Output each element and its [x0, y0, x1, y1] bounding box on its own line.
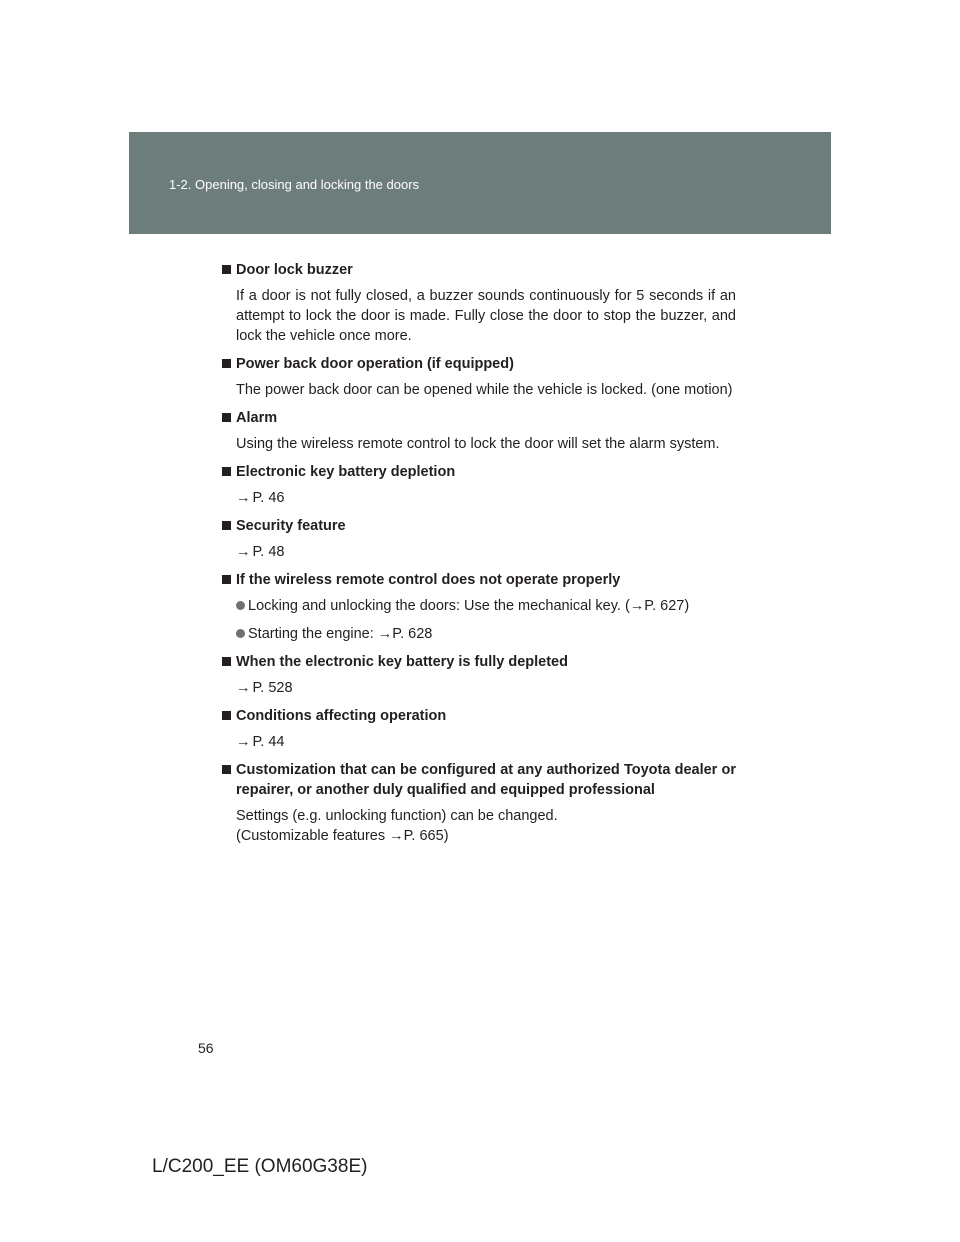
- page-reference[interactable]: P. 628: [392, 626, 433, 642]
- round-bullet-icon: [236, 601, 245, 610]
- item-text: The power back door can be opened while the vehicle is locked. (one motion): [236, 382, 733, 398]
- item-title: Power back door operation (if equipped): [236, 356, 514, 372]
- item-title: When the electronic key battery is fully depleted: [236, 654, 568, 670]
- square-bullet-icon: [222, 575, 231, 584]
- item-conditions-affecting-operation: [206, 706, 736, 752]
- item-title: Alarm: [236, 410, 278, 426]
- page-reference[interactable]: P. 528: [252, 680, 293, 696]
- item-customization: Customization that can be configured at any authorized Toyota dealer or repairer, or another duly qualified and equipped professional Settings (e.g. unlocking function) can be changed. (Customizable features →P. 665): [206, 760, 736, 846]
- chapter-header-band: [129, 132, 831, 234]
- list-item: Starting the engine: →P. 628: [206, 624, 736, 644]
- item-title: Security feature: [236, 518, 346, 534]
- page-reference[interactable]: P. 44: [252, 734, 285, 750]
- square-bullet-icon: [222, 359, 231, 368]
- section-title: 1-2. Opening, closing and locking the doors: [169, 177, 420, 192]
- square-bullet-icon: [222, 765, 231, 774]
- item-alarm: [206, 408, 736, 454]
- item-title: Electronic key battery depletion: [236, 464, 456, 480]
- square-bullet-icon: [222, 711, 231, 720]
- arrow-icon: →: [236, 544, 251, 560]
- square-bullet-icon: [222, 467, 231, 476]
- arrow-icon: →: [236, 734, 251, 750]
- item-key-battery-depletion: [206, 462, 736, 508]
- square-bullet-icon: [222, 657, 231, 666]
- item-remote-not-operating: [206, 570, 736, 644]
- item-text: Using the wireless remote control to lock the door will set the alarm system.: [236, 436, 720, 452]
- item-title: Customization that can be configured at any authorized Toyota dealer or repairer, or another duly qualified and equipped professional: [236, 762, 736, 798]
- arrow-icon: →: [236, 680, 251, 696]
- item-power-back-door: [206, 354, 736, 400]
- page-content: [206, 260, 736, 854]
- item-door-lock-buzzer: [206, 260, 736, 346]
- document-code: L/C200_EE (OM60G38E): [152, 1156, 368, 1177]
- square-bullet-icon: [222, 521, 231, 530]
- item-text: If a door is not fully closed, a buzzer sounds continuously for 5 seconds if an attempt to lock the door is made. Fully close the door to stop the buzzer, and lock the vehicle once more.: [236, 288, 736, 344]
- item-title: Door lock buzzer: [236, 262, 353, 278]
- arrow-icon: →: [377, 626, 393, 642]
- page-reference[interactable]: P. 48: [252, 544, 285, 560]
- list-item: Locking and unlocking the doors: Use the mechanical key. (→P. 627): [206, 596, 736, 616]
- item-title: If the wireless remote control does not operate properly: [236, 572, 621, 588]
- square-bullet-icon: [222, 413, 231, 422]
- item-security-feature: [206, 516, 736, 562]
- arrow-icon: →: [389, 828, 404, 844]
- round-bullet-icon: [236, 629, 245, 638]
- page-reference[interactable]: P. 46: [252, 490, 285, 506]
- item-key-fully-depleted: [206, 652, 736, 698]
- arrow-icon: →: [236, 490, 251, 506]
- page-reference[interactable]: P. 665: [403, 828, 444, 844]
- arrow-icon: →: [629, 598, 645, 614]
- item-text: Settings (e.g. unlocking function) can be changed.: [236, 808, 558, 824]
- page-number: 56: [198, 1040, 214, 1056]
- page-reference[interactable]: P. 627: [644, 598, 685, 614]
- square-bullet-icon: [222, 265, 231, 274]
- item-title: Conditions affecting operation: [236, 708, 447, 724]
